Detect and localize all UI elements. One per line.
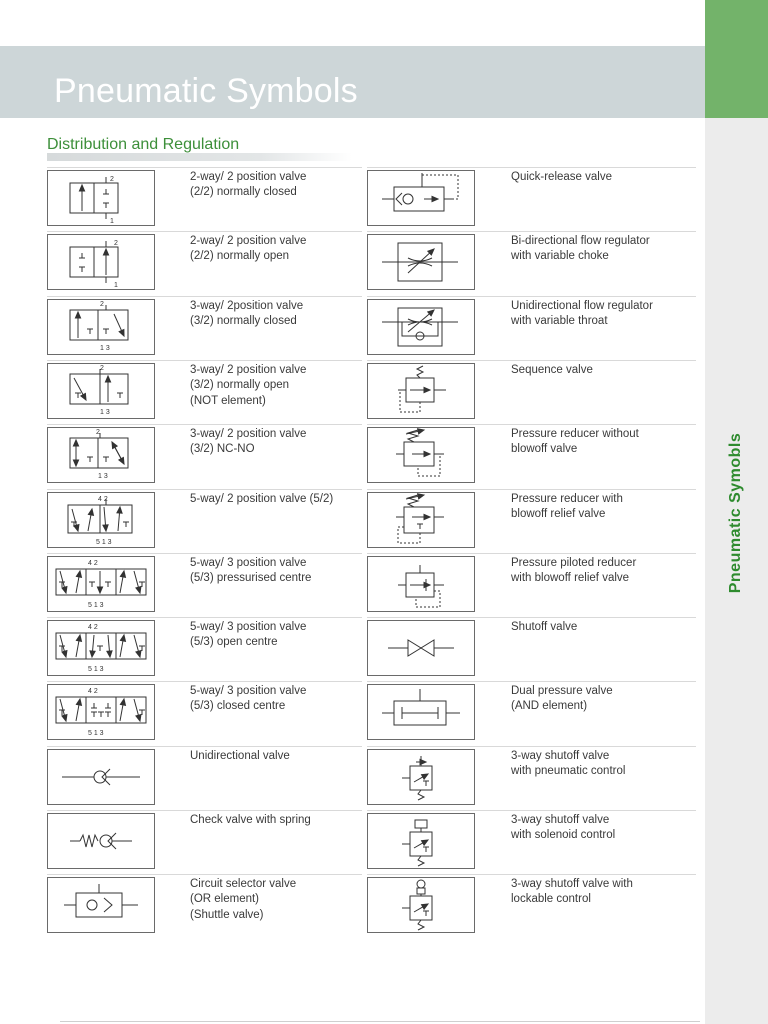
row-divider bbox=[367, 489, 696, 490]
svg-text:5 1 3: 5 1 3 bbox=[96, 539, 112, 546]
svg-text:2: 2 bbox=[96, 429, 100, 436]
sequence-valve-icon bbox=[367, 363, 475, 419]
row-divider bbox=[367, 167, 696, 168]
svg-text:2: 2 bbox=[100, 301, 104, 308]
svg-text:2: 2 bbox=[100, 365, 104, 372]
row-divider bbox=[367, 231, 696, 232]
right-symbol-row bbox=[0, 167, 705, 231]
shutoff-pneumatic-control-icon bbox=[367, 749, 475, 805]
quick-release-valve-icon bbox=[367, 170, 475, 226]
symbol-label: 3-way/ 2position valve (3/2) normally closed bbox=[190, 300, 304, 328]
symbol-label: 5-way/ 3 position valve (5/3) pressurised centre bbox=[190, 557, 312, 585]
symbol-label: 5-way/ 3 position valve (5/3) closed centre bbox=[190, 685, 307, 713]
symbol-label: 3-way/ 2 position valve (3/2) NC-NO bbox=[190, 428, 307, 456]
pressure-piloted-reducer-icon bbox=[367, 556, 475, 612]
row-divider bbox=[367, 424, 696, 425]
symbol-label: Unidirectional flow regulator with variable throat bbox=[511, 300, 653, 328]
shutoff-lockable-control-icon bbox=[367, 877, 475, 933]
section-subtitle: Distribution and Regulation bbox=[47, 136, 240, 153]
bidirectional-flow-regulator-icon bbox=[367, 234, 475, 290]
symbol-label: Sequence valve bbox=[511, 364, 593, 376]
row-divider bbox=[367, 553, 696, 554]
svg-text:4 2: 4 2 bbox=[88, 560, 98, 567]
row-divider bbox=[367, 617, 696, 618]
symbol-label: Unidirectional valve bbox=[190, 750, 290, 762]
svg-text:4 2: 4 2 bbox=[88, 624, 98, 631]
right-symbol-row bbox=[0, 296, 705, 360]
symbol-label: Shutoff valve bbox=[511, 621, 578, 633]
symbol-label: 3-way shutoff valve with lockable control bbox=[511, 878, 633, 906]
shutoff-solenoid-control-icon bbox=[367, 813, 475, 869]
pressure-reducer-blowoff-icon bbox=[367, 492, 475, 548]
svg-text:2: 2 bbox=[114, 240, 118, 247]
symbol-label: 3-way shutoff valve with pneumatic control bbox=[511, 750, 626, 778]
row-divider bbox=[367, 296, 696, 297]
pressure-reducer-no-blowoff-icon bbox=[367, 427, 475, 483]
symbol-label: 5-way/ 2 position valve (5/2) bbox=[190, 493, 334, 505]
symbol-label: 5-way/ 3 position valve (5/3) open centre bbox=[190, 621, 307, 649]
side-vertical-label: Pneumatic Symobls bbox=[727, 432, 744, 594]
right-symbol-row bbox=[0, 424, 705, 488]
svg-text:1: 1 bbox=[114, 282, 118, 289]
right-symbol-row bbox=[0, 553, 705, 617]
svg-text:5 1 3: 5 1 3 bbox=[88, 602, 104, 609]
svg-text:5 1 3: 5 1 3 bbox=[88, 730, 104, 737]
svg-text:1 3: 1 3 bbox=[98, 473, 108, 480]
symbol-label: 3-way shutoff valve with solenoid control bbox=[511, 814, 616, 842]
row-divider bbox=[367, 746, 696, 747]
right-symbol-row bbox=[0, 810, 705, 874]
symbol-label: Dual pressure valve (AND element) bbox=[511, 685, 613, 713]
side-accent-block bbox=[705, 0, 768, 118]
dual-pressure-valve-icon bbox=[367, 684, 475, 740]
svg-text:1 3: 1 3 bbox=[100, 409, 110, 416]
symbol-label: Pressure reducer without blowoff valve bbox=[511, 428, 639, 456]
symbol-label: Check valve with spring bbox=[190, 814, 311, 826]
svg-text:2: 2 bbox=[110, 176, 114, 183]
unidirectional-flow-regulator-icon bbox=[367, 299, 475, 355]
symbol-label: 3-way/ 2 position valve (3/2) normally open (NOT element) bbox=[190, 364, 307, 407]
right-symbol-row bbox=[0, 231, 705, 295]
symbol-label: Bi-directional flow regulator with variable choke bbox=[511, 235, 650, 263]
right-symbol-row bbox=[0, 874, 705, 938]
svg-text:4 2: 4 2 bbox=[98, 496, 108, 503]
svg-text:5 1 3: 5 1 3 bbox=[88, 666, 104, 673]
right-symbol-row bbox=[0, 681, 705, 745]
row-divider bbox=[367, 681, 696, 682]
symbol-label: 2-way/ 2 position valve (2/2) normally open bbox=[190, 235, 307, 263]
right-symbol-row bbox=[0, 489, 705, 553]
svg-text:1: 1 bbox=[110, 218, 114, 225]
subtitle-underline bbox=[47, 153, 352, 161]
right-symbol-row bbox=[0, 746, 705, 810]
row-divider bbox=[367, 360, 696, 361]
symbol-label: Pressure piloted reducer with blowoff relief valve bbox=[511, 557, 637, 585]
symbol-label: Quick-release valve bbox=[511, 171, 612, 183]
right-symbol-row bbox=[0, 617, 705, 681]
svg-text:4 2: 4 2 bbox=[88, 688, 98, 695]
shutoff-valve-icon bbox=[367, 620, 475, 676]
row-divider bbox=[367, 810, 696, 811]
page-title: Pneumatic Symbols bbox=[54, 72, 358, 110]
symbol-label: Pressure reducer with blowoff relief valve bbox=[511, 493, 623, 521]
symbol-label: 2-way/ 2 position valve (2/2) normally closed bbox=[190, 171, 307, 199]
row-divider bbox=[367, 874, 696, 875]
symbol-label: Circuit selector valve (OR element) (Shuttle valve) bbox=[190, 878, 297, 921]
bottom-rule bbox=[60, 1021, 700, 1022]
svg-text:1 3: 1 3 bbox=[100, 345, 110, 352]
right-symbol-row bbox=[0, 360, 705, 424]
